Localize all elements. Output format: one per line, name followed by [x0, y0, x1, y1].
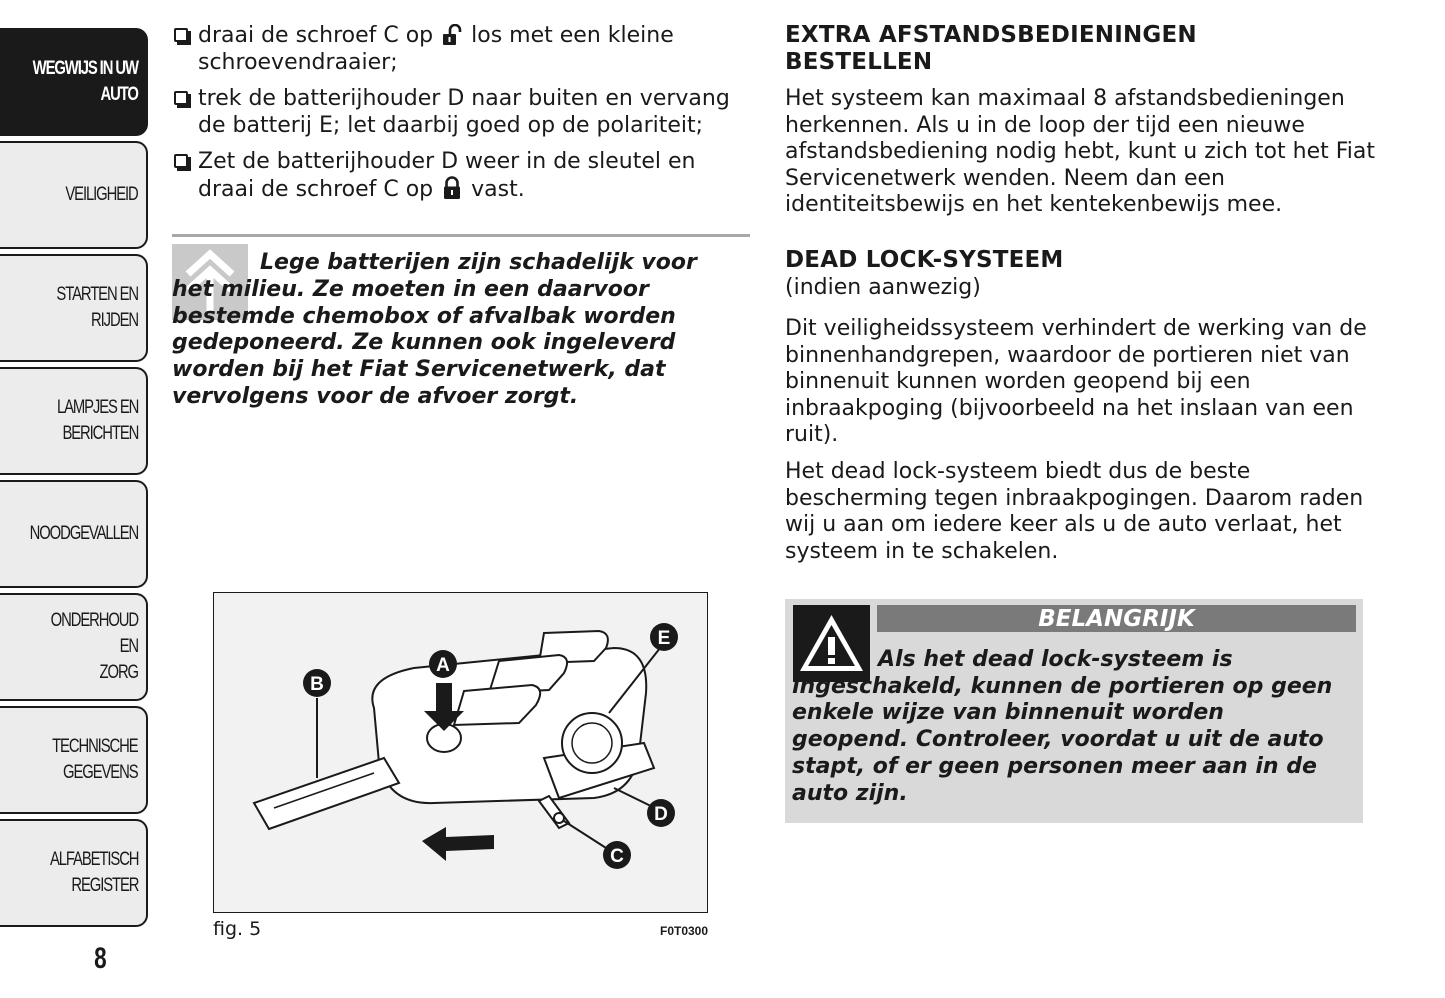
key-blade [254, 758, 399, 829]
tab-label: NOODGEVALLEN [29, 523, 138, 544]
step-item [172, 86, 732, 139]
step-text: Zet de batterijhouder D weer in de sleutel en draai de schroef C op [198, 149, 696, 202]
tab-onderhoud-en-zorg[interactable] [0, 593, 148, 701]
step-text: vast. [464, 176, 525, 202]
figure-code: F0T0300 [660, 924, 709, 938]
tab-alfabetisch-register[interactable] [0, 819, 148, 927]
page-number: 8 [94, 942, 107, 975]
tab-label: STARTEN EN RIJDEN [56, 284, 139, 331]
dead-lock-para-1: Dit veiligheidssysteem verhindert de werking van de binnenhandgrepen, waardoor de portieren niet van binnenuit kunnen worden geopend bij een inbraakpoging (bijvoorbeeld na het inslaan van een ruit). [785, 316, 1367, 447]
tab-veiligheid[interactable] [0, 141, 148, 249]
step-text: draai de schroef C op [198, 23, 441, 48]
svg-text:E: E [657, 628, 671, 649]
checkbox-bullet-icon [174, 91, 188, 105]
tab-label: LAMPJES EN BERICHTEN [56, 397, 138, 444]
key-illustration [214, 593, 706, 911]
svg-text:D: D [654, 804, 668, 825]
tab-label: WEGWIJS IN UW AUTO [32, 58, 138, 105]
unlock-icon [442, 24, 462, 46]
step-text: trek de batterijhouder D naar buiten en vervang de batterij E; let daarbij goed op de polariteit; [198, 86, 730, 138]
checkbox-bullet-icon [174, 28, 188, 42]
tab-label: TECHNISCHE GEGEVENS [52, 736, 138, 783]
tab-label: ONDERHOUD EN ZORG [50, 610, 138, 683]
step-item [172, 23, 732, 76]
tab-starten-en-rijden[interactable] [0, 254, 148, 362]
extra-remotes-text: Het systeem kan maximaal 8 afstandsbedieningen herkennen. Als u in de loop der tijd een nieuwe afstandsbediening nodig hebt, kunt u zich tot het Fiat Servicenetwerk wenden. Neem dan een identiteitsbewijs en het kentekenbewijs mee. [785, 86, 1376, 217]
screw [554, 813, 564, 823]
svg-text:B: B [310, 674, 324, 695]
dead-lock-para-2: Het dead lock-systeem biedt dus de beste bescherming tegen inbraakpogingen. Daarom raden wij u aan om iedere keer als u de auto verlaat, het systeem in te schakelen. [785, 459, 1364, 564]
tab-lampjes-en-berichten[interactable] [0, 367, 148, 475]
dead-lock-subtitle: (indien aanwezig) [785, 275, 981, 300]
warning-title: BELANGRIJK [877, 605, 1356, 632]
section-title-dead-lock: DEAD LOCK-SYSTEEM [785, 247, 1064, 273]
tab-noodgevallen[interactable] [0, 480, 148, 588]
warning-text: Als het dead lock-systeem is ingeschakeld, kunnen de portieren op geen enkele wijze van binnenuit worden geopend. Controleer, voordat u uit de auto stapt, of er geen personen meer aan in de auto zijn. [792, 647, 1333, 806]
tab-technische-gegevens[interactable] [0, 706, 148, 814]
environment-note: Lege batterijen zijn schadelijk voor het milieu. Ze moeten in een daarvoor bestemde chemobox of afvalbak worden gedeponeerd. Ze kunnen ook ingeleverd worden bij het Fiat Servicenetwerk, dat vervolgens voor de afvoer zorgt. [172, 250, 697, 409]
tab-label: VEILIGHEID [65, 184, 138, 205]
figure-caption: fig. 5 [213, 918, 262, 940]
arrow-left-icon [422, 827, 494, 861]
svg-text:A: A [436, 655, 450, 676]
step-item [172, 149, 732, 203]
step-text: los met een kleine schroevendraaier; [198, 23, 674, 75]
svg-text:C: C [610, 846, 624, 867]
section-title-extra-remotes: EXTRA AFSTANDSBEDIENINGEN BESTELLEN [785, 22, 1197, 75]
battery [562, 713, 622, 773]
tab-label: ALFABETISCH REGISTER [49, 849, 138, 896]
key-battery-figure [213, 592, 708, 913]
tab-wegwijs[interactable] [0, 28, 148, 136]
lock-icon [442, 176, 462, 200]
section-divider [172, 234, 750, 237]
checkbox-bullet-icon [174, 154, 188, 168]
